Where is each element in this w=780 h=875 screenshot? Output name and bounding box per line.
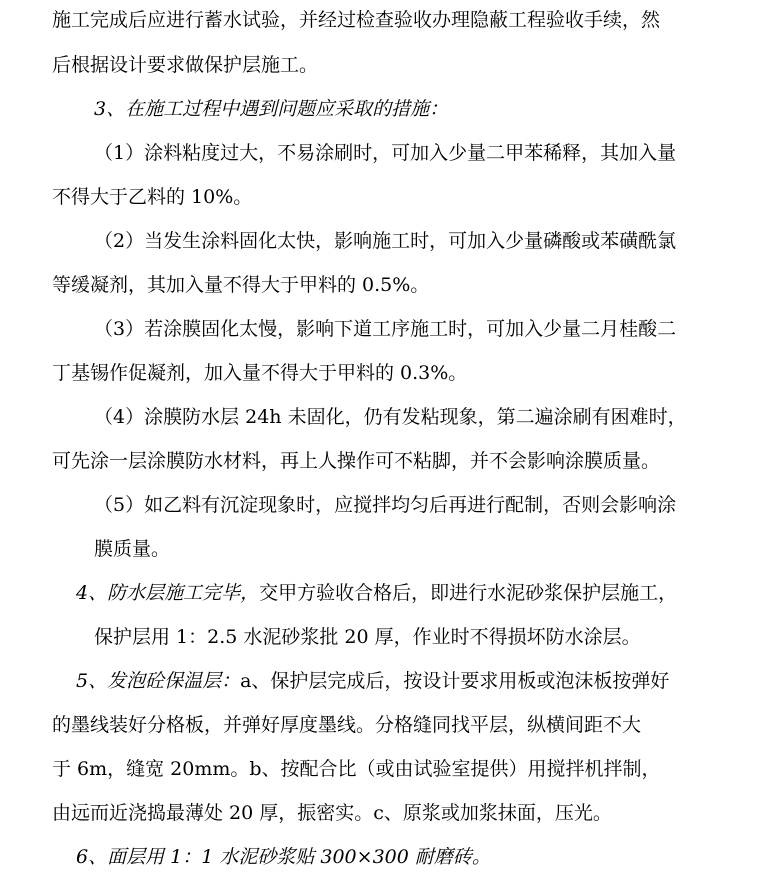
text-line: （5）如乙料有沉淀现象时，应搅拌均匀后再进行配制，否则会影响涂 [94, 494, 677, 516]
section-heading: 6、面层用 1：1 水泥砂浆贴 300×300 耐磨砖。 [76, 846, 491, 868]
text-line: 等缓凝剂，其加入量不得大于甲料的 0.5%。 [52, 274, 430, 296]
text-line: （1）涂料粘度过大，不易涂刷时，可加入少量二甲苯稀释，其加入量 [94, 142, 677, 164]
text-line: （4）涂膜防水层 24h 未固化，仍有发粘现象，第二遍涂刷有困难时， [94, 406, 687, 428]
section-heading: 4、防水层施工完毕， [76, 582, 260, 604]
text-line [76, 669, 669, 693]
text-line: 后根据设计要求做保护层施工。 [52, 54, 319, 76]
text-line: 保护层用 1：2.5 水泥砂浆批 20 厚，作业时不得损坏防水涂层。 [94, 626, 641, 648]
text-line: 丁基锡作促凝剂，加入量不得大于甲料的 0.3%。 [52, 362, 468, 384]
text-line: 不得大于乙料的 10%。 [52, 186, 253, 208]
section-heading: 5、发泡砼保温层： [76, 670, 241, 692]
text-line: 施工完成后应进行蓄水试验，并经过检查验收办理隐蔽工程验收手续，然 [52, 9, 661, 31]
text-line: 可先涂一层涂膜防水材料，再上人操作可不粘脚，并不会影响涂膜质量。 [52, 450, 661, 472]
text-line: 于 6m，缝宽 20mm。b、按配合比（或由试验室提供）用搅拌机拌制， [52, 758, 661, 780]
text-line [76, 581, 677, 605]
text-line: 膜质量。 [94, 538, 171, 560]
text-line: 由远而近浇捣最薄处 20 厚，振密实。c、原浆或加浆抹面，压光。 [52, 802, 612, 824]
text-line: （2）当发生涂料固化太快，影响施工时，可加入少量磷酸或苯磺酰氯 [94, 230, 677, 252]
text-line: 的墨线装好分格板，并弹好厚度墨线。分格缝同找平层，纵横间距不大 [52, 714, 642, 736]
text-run: a、保护层完成后，按设计要求用板或泡沫板按弹好 [240, 670, 670, 692]
text-run: 交甲方验收合格后，即进行水泥砂浆保护层施工， [259, 582, 678, 604]
text-line: （3）若涂膜固化太慢，影响下道工序施工时，可加入少量二月桂酸二 [94, 318, 677, 340]
section-heading: 3、在施工过程中遇到问题应采取的措施： [94, 98, 449, 120]
